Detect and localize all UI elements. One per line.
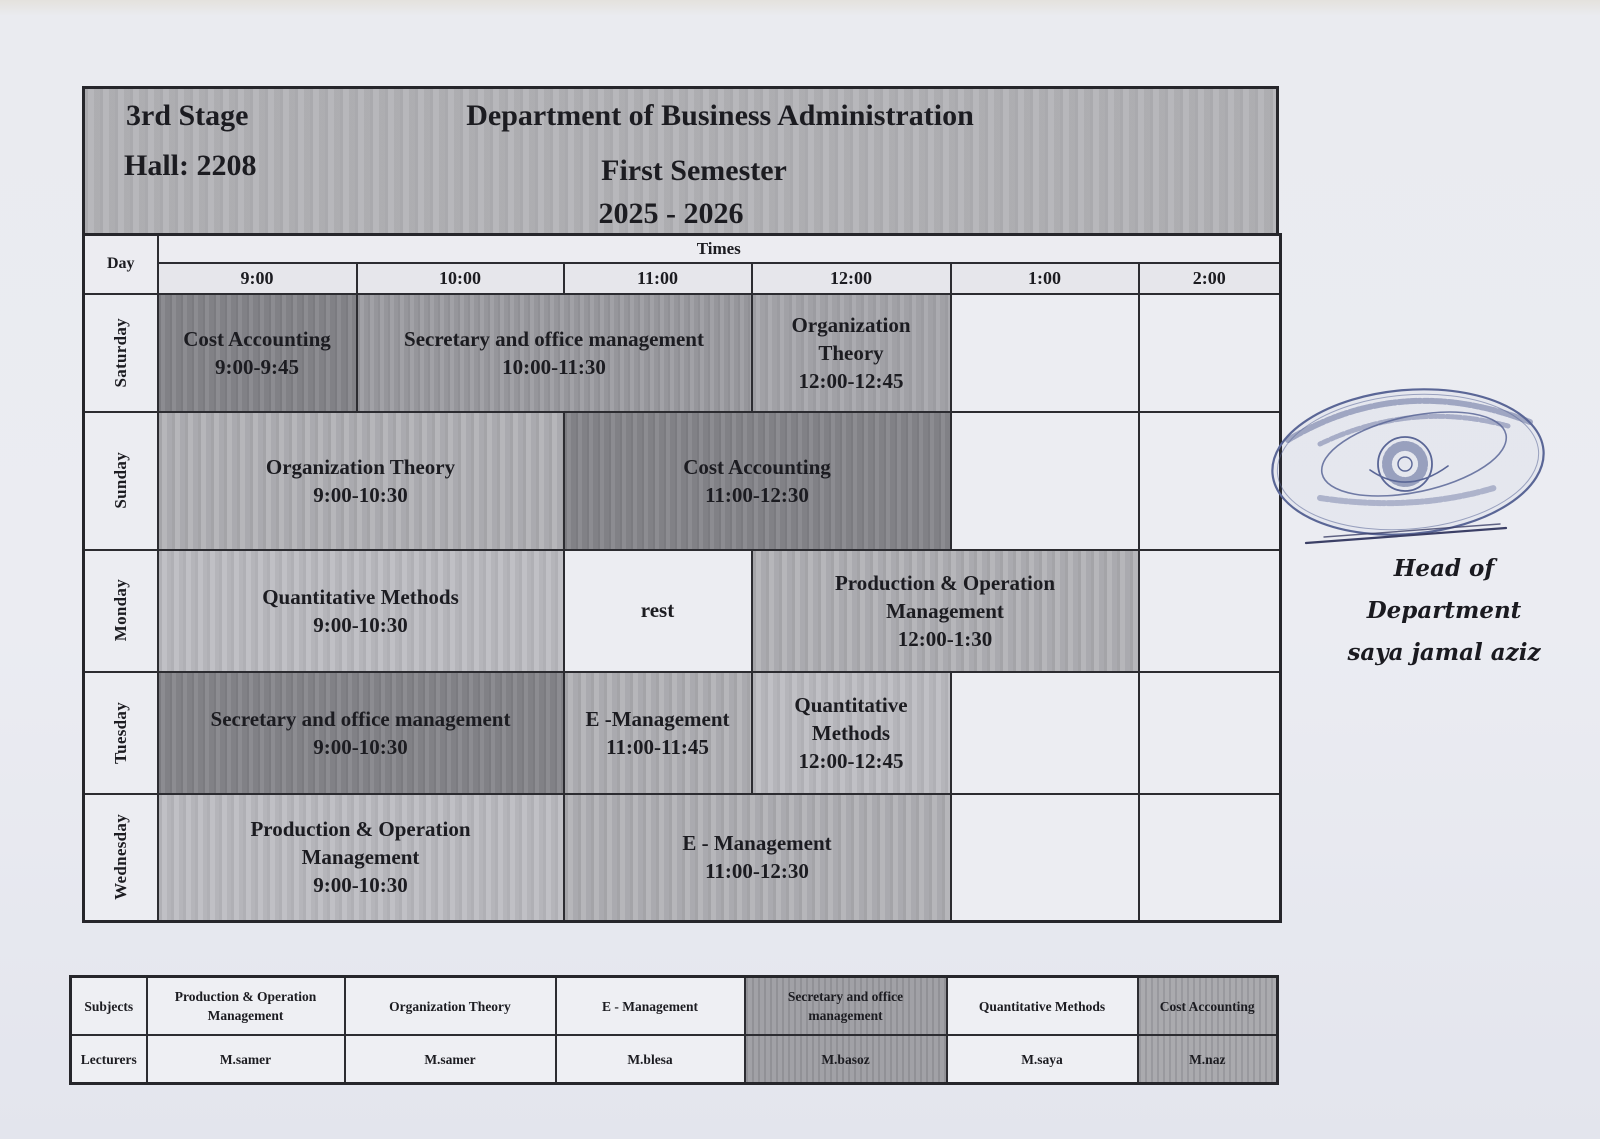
subject-cell: Quantitative Methods: [947, 977, 1138, 1036]
class-slot: [564, 672, 752, 794]
day-cell-tuesday: [84, 672, 158, 794]
class-slot: [158, 794, 564, 922]
class-slot: [752, 550, 1139, 672]
class-slot: [564, 794, 951, 922]
class-time: 11:00-12:30: [705, 859, 809, 884]
academic-year: 2025 - 2026: [598, 197, 744, 230]
schedule-header: [82, 86, 1279, 233]
lecturers-row: [71, 1035, 1278, 1084]
subject-cell: E - Management: [556, 977, 745, 1036]
subject-cell: Organization Theory: [345, 977, 556, 1036]
times-header: Times: [158, 235, 1281, 263]
hour-header-1: 1:00: [951, 263, 1139, 294]
class-subject: Quantitative Methods: [794, 692, 908, 745]
class-slot: [357, 294, 752, 412]
class-time: 12:00-1:30: [897, 626, 993, 651]
signature-block: [1334, 548, 1554, 674]
empty-slot: [951, 672, 1139, 794]
empty-slot: [1139, 294, 1281, 412]
subjects-label: Subjects: [71, 977, 147, 1036]
class-time: 10:00-11:30: [502, 354, 606, 379]
subjects-row: [71, 977, 1278, 1036]
class-time: 11:00-12:30: [705, 482, 809, 507]
class-time: 9:00-10:30: [313, 612, 408, 637]
class-subject: Quantitative Methods: [262, 584, 459, 609]
subject-cell: Production & Operation Management: [147, 977, 345, 1036]
times-header-row: [84, 235, 1281, 263]
day-label: Tuesday: [110, 701, 130, 764]
class-time: 11:00-11:45: [606, 734, 709, 759]
class-subject: Production & Operation Management: [250, 817, 471, 870]
empty-slot: [951, 794, 1139, 922]
day-cell-saturday: [84, 294, 158, 412]
class-time: 12:00-12:45: [798, 368, 904, 393]
class-time: 12:00-12:45: [798, 748, 904, 773]
class-subject: Secretary and office management: [404, 326, 704, 351]
rest-label: rest: [640, 598, 675, 622]
empty-slot: [1139, 550, 1281, 672]
lecturers-label: Lecturers: [71, 1035, 147, 1084]
class-slot: [158, 294, 357, 412]
class-slot: [158, 550, 564, 672]
class-subject: Organization Theory: [791, 312, 911, 365]
day-column-header: Day: [84, 235, 158, 294]
day-label: Saturday: [110, 317, 130, 388]
row-saturday: [84, 294, 1281, 412]
hours-header-row: [84, 263, 1281, 294]
class-subject: Secretary and office management: [210, 706, 511, 731]
day-label: Monday: [110, 579, 130, 642]
hour-header-10: 10:00: [357, 263, 564, 294]
class-subject: Organization Theory: [265, 454, 456, 479]
class-slot: [158, 672, 564, 794]
rest-slot: [564, 550, 752, 672]
lecturer-cell: M.samer: [345, 1035, 556, 1084]
class-subject: Cost Accounting: [683, 454, 831, 479]
class-slot: [564, 412, 951, 550]
semester-title: First Semester: [601, 154, 787, 187]
lecturer-cell: M.blesa: [556, 1035, 745, 1084]
class-time: 9:00-10:30: [313, 873, 408, 898]
lecturer-cell: M.saya: [947, 1035, 1138, 1084]
hour-header-9: 9:00: [158, 263, 357, 294]
signature-name: saya jamal aziz: [1347, 639, 1541, 666]
class-slot: [158, 412, 564, 550]
day-cell-wednesday: [84, 794, 158, 922]
lecturers-table: [69, 975, 1279, 1085]
department-stamp: [1262, 378, 1554, 550]
class-time: 9:00-10:30: [313, 734, 408, 759]
row-sunday: [84, 412, 1281, 550]
department-title: Department of Business Administration: [466, 99, 974, 132]
stage-label: 3rd Stage: [126, 99, 249, 132]
class-subject: E - Management: [682, 831, 832, 856]
day-cell-monday: [84, 550, 158, 672]
lecturer-cell: M.samer: [147, 1035, 345, 1084]
class-slot: [752, 672, 951, 794]
empty-slot: [951, 412, 1139, 550]
day-cell-sunday: [84, 412, 158, 550]
empty-slot: [951, 294, 1139, 412]
empty-slot: [1139, 412, 1281, 550]
class-slot: [752, 294, 951, 412]
signature-title-line: Department: [1366, 597, 1522, 624]
hour-header-12: 12:00: [752, 263, 951, 294]
signature-title-line: Head of: [1393, 555, 1495, 582]
lecturer-cell: M.naz: [1138, 1035, 1278, 1084]
row-tuesday: [84, 672, 1281, 794]
class-subject: Production & Operation Management: [834, 570, 1056, 623]
empty-slot: [1139, 672, 1281, 794]
day-label: Wednesday: [110, 814, 130, 901]
subject-cell: Secretary and office management: [745, 977, 947, 1036]
hour-header-11: 11:00: [564, 263, 752, 294]
class-time: 9:00-9:45: [215, 354, 299, 379]
row-wednesday: [84, 794, 1281, 922]
class-subject: E -Management: [585, 706, 730, 731]
empty-slot: [1139, 794, 1281, 922]
weekly-schedule-table: [82, 233, 1282, 923]
hall-label: Hall: 2208: [124, 149, 257, 182]
subject-cell: Cost Accounting: [1138, 977, 1278, 1036]
day-label: Sunday: [110, 452, 130, 509]
class-subject: Cost Accounting: [183, 326, 331, 351]
hour-header-2: 2:00: [1139, 263, 1281, 294]
row-monday: [84, 550, 1281, 672]
lecturer-cell: M.basoz: [745, 1035, 947, 1084]
class-time: 9:00-10:30: [313, 482, 408, 507]
